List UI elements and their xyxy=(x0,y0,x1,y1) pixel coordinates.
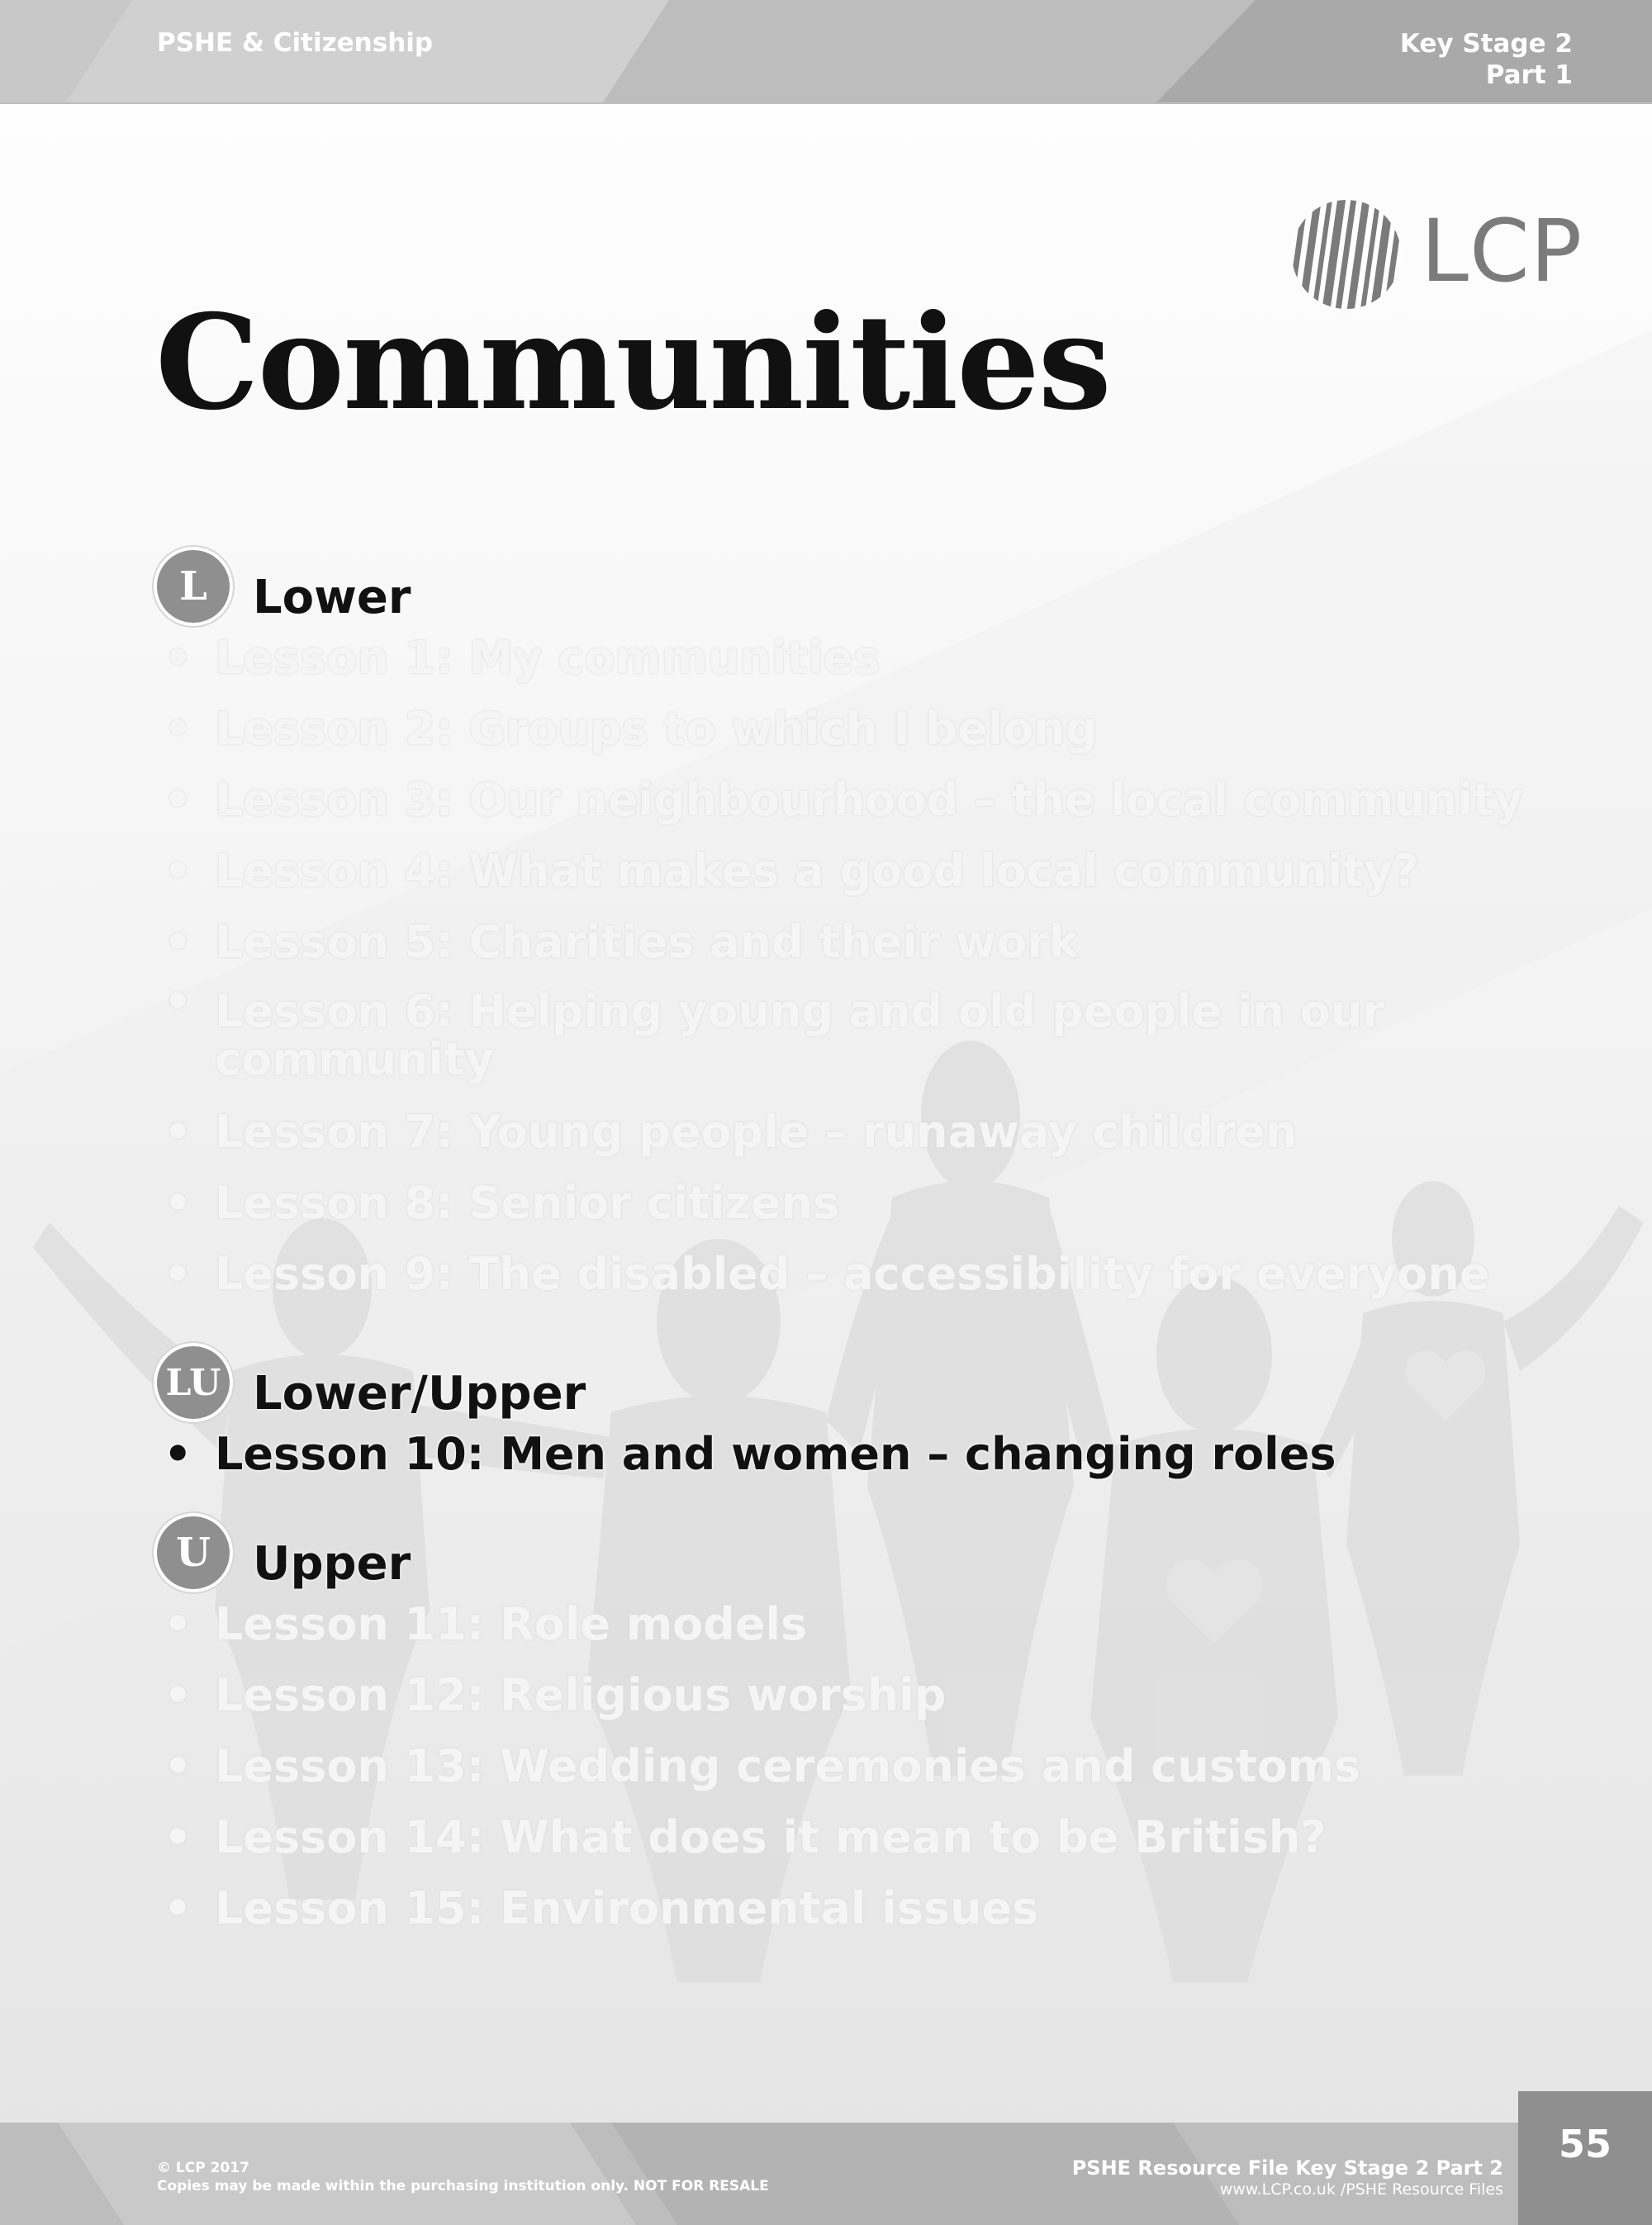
lesson-item xyxy=(157,694,1553,765)
part-line: Part 1 xyxy=(1485,60,1573,90)
bullet-icon: • xyxy=(164,1669,192,1721)
key-stage-line: Key Stage 2 xyxy=(1399,29,1573,59)
section-title: Lower/Upper xyxy=(253,1366,586,1421)
lesson-item xyxy=(157,1097,1553,1168)
bullet-icon: • xyxy=(164,975,192,1027)
lesson-item xyxy=(157,1802,1553,1873)
lesson-title: Lesson 10: Men and women – changing roles xyxy=(215,1428,1336,1480)
bullet-icon: • xyxy=(164,1740,192,1792)
lesson-item xyxy=(157,623,1553,694)
lesson-item xyxy=(157,1589,1553,1660)
page-footer xyxy=(0,2123,1652,2225)
lcp-logo-text: LCP xyxy=(1421,201,1583,301)
lesson-item xyxy=(157,1239,1553,1310)
lcp-logo-mark-icon xyxy=(1289,197,1404,312)
lesson-item xyxy=(157,836,1553,907)
level-badge-lower-upper: LU xyxy=(154,1343,233,1422)
section-title: Lower xyxy=(253,570,411,624)
lesson-title: Lesson 2: Groups to which I belong xyxy=(215,703,1098,755)
level-badge-upper: U xyxy=(154,1513,233,1592)
bullet-icon: • xyxy=(164,703,192,755)
key-stage-label xyxy=(1400,28,1573,91)
lesson-item xyxy=(157,975,1454,1097)
lesson-title: Lesson 13: Wedding ceremonies and customs xyxy=(215,1740,1361,1792)
lesson-title: Lesson 4: What makes a good local community? xyxy=(215,845,1419,897)
lesson-title: Lesson 5: Charities and their work xyxy=(215,916,1079,968)
bullet-icon: • xyxy=(164,632,192,684)
lesson-item xyxy=(157,1419,1553,1490)
bullet-icon: • xyxy=(164,1811,192,1863)
bullet-icon: • xyxy=(164,1248,192,1300)
resource-info xyxy=(1072,2156,1503,2199)
copyright-notice xyxy=(157,2159,769,2195)
section-header xyxy=(157,1511,1553,1594)
lesson-item xyxy=(157,765,1553,836)
lesson-list xyxy=(157,1589,1553,1944)
bullet-icon: • xyxy=(164,916,192,968)
lesson-title: Lesson 14: What does it mean to be British? xyxy=(215,1811,1327,1863)
lesson-title: Lesson 6: Helping young and old people in our community xyxy=(215,985,1384,1085)
resale-notice: Copies may be made within the purchasing institution only. NOT FOR RESALE xyxy=(157,2178,769,2194)
section-header xyxy=(157,545,1553,628)
bullet-icon: • xyxy=(164,845,192,897)
section-header xyxy=(157,1341,1553,1424)
bullet-icon: • xyxy=(164,1428,192,1480)
section-title: Upper xyxy=(253,1536,411,1591)
lesson-item xyxy=(157,1873,1553,1944)
bullet-icon: • xyxy=(164,1177,192,1229)
lesson-title: Lesson 8: Senior citizens xyxy=(215,1177,840,1229)
lcp-logo xyxy=(1289,197,1583,312)
section-upper xyxy=(157,1511,1553,1944)
section-lower xyxy=(157,545,1553,1310)
page-number: 55 xyxy=(1518,2091,1652,2225)
lesson-title: Lesson 1: My communities xyxy=(215,632,881,684)
bullet-icon: • xyxy=(164,1882,192,1934)
bullet-icon: • xyxy=(164,1598,192,1650)
subject-label: PSHE & Citizenship xyxy=(157,28,434,58)
lesson-list xyxy=(157,1419,1553,1490)
level-badge-lower: L xyxy=(154,547,233,626)
lesson-item xyxy=(157,1660,1553,1731)
page-header xyxy=(0,0,1652,104)
lesson-title: Lesson 12: Religious worship xyxy=(215,1669,947,1721)
lesson-title: Lesson 9: The disabled – accessibility for everyone xyxy=(215,1248,1490,1300)
header-band xyxy=(603,0,1264,102)
section-lower-upper xyxy=(157,1341,1553,1490)
lesson-title: Lesson 7: Young people – runaway children xyxy=(215,1106,1298,1158)
resource-title: PSHE Resource File Key Stage 2 Part 2 xyxy=(1071,2156,1503,2180)
lesson-title: Lesson 11: Role models xyxy=(215,1598,808,1650)
resource-url: www.LCP.co.uk /PSHE Resource Files xyxy=(1219,2180,1503,2199)
lesson-title: Lesson 15: Environmental issues xyxy=(215,1882,1039,1934)
bullet-icon: • xyxy=(164,1106,192,1158)
lesson-item xyxy=(157,907,1553,978)
lesson-title: Lesson 3: Our neighbourhood – the local community xyxy=(215,774,1523,826)
lesson-item xyxy=(157,1731,1553,1802)
lesson-item xyxy=(157,1168,1553,1239)
lesson-list xyxy=(157,623,1553,1310)
page-title: Communities xyxy=(155,287,1110,439)
copyright-line: © LCP 2017 xyxy=(157,2160,249,2176)
bullet-icon: • xyxy=(164,774,192,826)
